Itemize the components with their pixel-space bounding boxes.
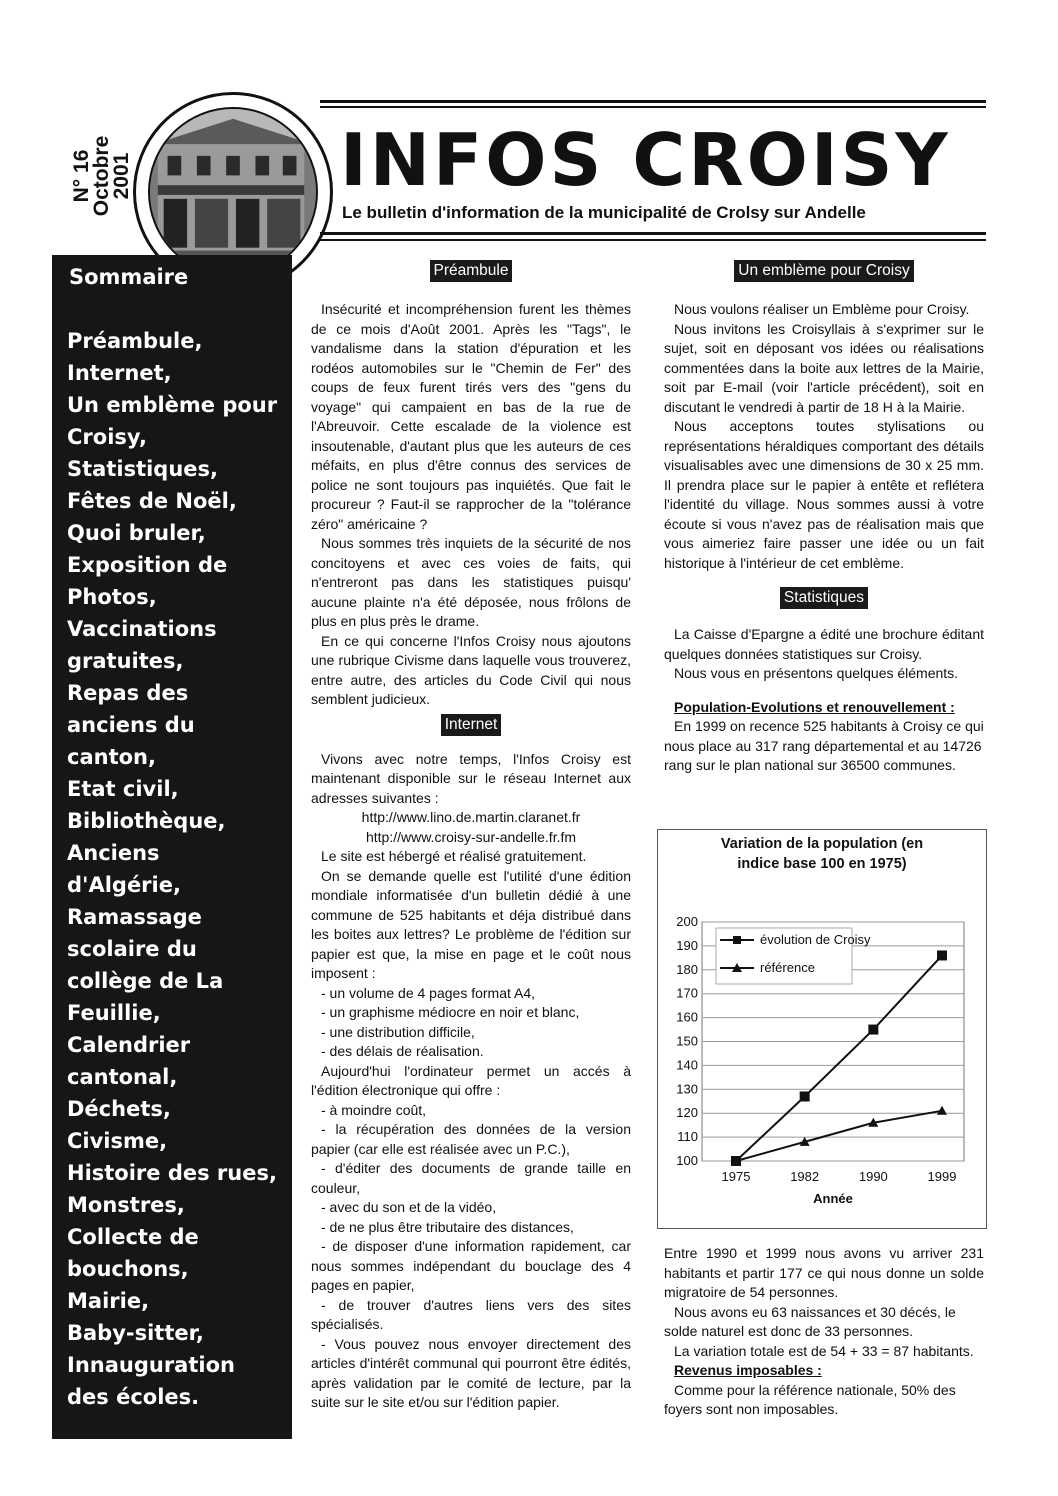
building-photo [148,107,318,277]
y-tick-label: 160 [676,1009,698,1025]
sommaire-item: Innauguration [67,1353,235,1377]
constraints-list [311,984,631,1062]
internet-url: http://www.lino.de.martin.claranet.fr [361,809,581,825]
embleme-paragraph: Nous acceptons toutes stylisations ou représentations héraldiques comportant des détails visualisables avec une dimensions de 30 x 25 mm. Il prendra place sur le papier à entête et reflétera l'identité du village. Nous sommes aussi à votre écoute si vous n'avez pas de réalisation mais que vous aimeriez faire passer une idée ou un fait historique à l'intérieur de cet emblème. [664,418,984,571]
benefits-list [311,1101,631,1413]
x-tick-label: 1982 [790,1169,820,1184]
sommaire-item: Ramassage [67,905,202,929]
sommaire-item: Déchets, [67,1097,171,1121]
internet-paragraph: Aujourd'hui l'ordinateur permet un accés à l'édition électronique qui offre : [311,1062,631,1098]
list-item: - un graphisme médiocre en noir et blanc, [321,1004,580,1020]
y-tick-label: 190 [676,937,698,953]
y-tick-label: 130 [676,1081,698,1097]
list-item: - Vous pouvez nous envoyer directement des articles d'intérêt communal qui pourront être édités, après validation par le comité de lecture, par la suite sur le site et/ou sur l'édition papier. [311,1335,631,1410]
stats-paragraph: Nous vous en présentons quelques éléments. [674,665,959,681]
sommaire-item: Vaccinations [67,617,217,641]
y-tick-label: 110 [677,1129,698,1145]
middle-column [311,260,631,1413]
sommaire-list [67,325,289,1413]
stats-paragraph: La Caisse d'Epargne a édité une brochure éditant quelques données statistiques sur Croisy. [664,626,984,662]
preambule-heading: Préambule [430,260,513,282]
sommaire-item: Civisme, [67,1129,168,1153]
list-item: - d'éditer des documents de grande taille en couleur, [311,1160,631,1196]
internet-url: http://www.croisy-sur-andelle.fr.fm [365,828,577,845]
preambule-paragraph: En ce qui concerne l'Infos Croisy nous ajoutons une rubrique Civisme dans laquelle vous trouverez, entre autre, des articles du Code Civil qui nous semblent judicieux. [311,632,631,707]
sommaire-item: Préambule, [67,329,203,353]
sommaire-item: Mairie, [67,1289,150,1313]
header-bottom-rule-2 [320,239,986,241]
population-subheading: Population-Evolutions et renouvellement : [674,698,955,715]
y-tick-label: 170 [676,985,698,1001]
sommaire-item: anciens du [67,713,195,737]
right-column [664,260,984,776]
chart-svg [658,830,986,1228]
sommaire-item: collège de La [67,969,224,993]
x-axis-label: Année [813,1191,853,1206]
sommaire-item: d'Algérie, [67,873,181,897]
preambule-paragraph: Nous sommes très inquiets de la sécurité de nos concitoyens et avec ces voies de faits, qui n'entreront pas dans les statistiques puisqu' aucune plainte n'a été déposée, nous frôlons de plus en plus près le drame. [311,535,631,629]
stats-paragraph: Comme pour la référence nationale, 50% des foyers sont non imposables. [664,1381,956,1417]
x-tick-label: 1999 [927,1169,957,1184]
sommaire-item: Photos, [67,585,157,609]
x-tick-label: 1990 [858,1169,888,1184]
sommaire-item: Fêtes de Noël, [67,489,237,513]
header-top-rule-2 [320,106,986,108]
internet-heading: Internet [441,714,502,736]
sommaire-item: Calendrier [67,1033,191,1057]
y-tick-label: 120 [676,1105,698,1121]
sommaire-item: Etat civil, [67,777,179,801]
data-point [868,1025,878,1035]
sommaire-item: des écoles. [67,1385,200,1409]
sommaire-item: Repas des [67,681,189,705]
sommaire-heading: Sommaire [69,265,189,289]
sommaire-item: Collecte de [67,1225,199,1249]
data-point [937,950,947,960]
sommaire-item: bouchons, [67,1257,189,1281]
stats-paragraph: En 1999 on recence 525 habitants à Croisy ce qui nous place au 317 rang départemental et au 14726 rang sur le plan national sur 36500 communes. [664,718,984,773]
header-top-rule [320,100,986,103]
embleme-paragraph: Nous invitons les Croisyllais à s'exprimer sur le sujet, soit en déposant vos idées ou réalisations commentées dans la boite aux lettres de la Mairie, soit par E-mail (voir l'article précédent), soit en discutant le vendredi à partir de 18 H à la Mairie. [664,320,984,415]
list-item: - des délais de réalisation. [321,1043,484,1059]
issue-month: Octobre [90,135,113,217]
legend-label: évolution de Croisy [760,932,871,947]
sommaire-item: Croisy, [67,425,147,449]
chart-title: Variation de la population (en indice base 100 en 1975) [720,836,924,872]
y-tick-label: 150 [676,1033,698,1049]
legend-label: référence [760,960,815,975]
legend-marker [733,936,741,944]
sommaire-item: Monstres, [67,1193,185,1217]
page-title: INFOS CROISY [340,118,951,202]
sommaire-item: gratuites, [67,649,184,673]
y-tick-label: 140 [676,1057,698,1073]
stats-paragraph: Nous avons eu 63 naissances et 30 décés, le solde naturel est donc de 33 personnes. [664,1303,956,1339]
y-tick-label: 100 [676,1153,698,1168]
preambule-paragraph: Insécurité et incompréhension furent les thèmes de ce mois d'Août 2001. Après les "Tags", le vandalisme dans la station d'épuration et les rodéos automobiles sur le "Chemin de Fer" des coups de feux furent tirés vers des "gens du voyage" qui campaient en bas de la rue de l'Abreuvoir. Cette escalade de la violence est insoutenable, d'autant plus que les auteurs de ces méfaits, en plus d'être connus des services de police ne sont toujours pas inquiétés. Que fait le procureur ? Faut-il se rapprocher de la "tolérance zéro" américaine ? [311,301,631,532]
y-tick-label: 200 [676,914,698,929]
sommaire-item: Baby-sitter, [67,1321,204,1345]
sommaire-item: Bibliothèque, [67,809,226,833]
sommaire-item: scolaire du [67,937,197,961]
sommaire-item: cantonal, [67,1065,178,1089]
sommaire-item: Quoi bruler, [67,521,206,545]
revenus-subheading: Revenus imposables : [674,1362,822,1378]
sommaire-item: Un emblème pour [67,393,278,417]
list-item: - à moindre coût, [321,1101,427,1118]
x-tick-label: 1975 [721,1169,751,1184]
internet-paragraph: On se demande quelle est l'utilité d'une édition mondiale informatisée d'un bulletin dédié à une commune de 525 habitants et déja distribué dans les boites aux lettres? Le problème de l'édition sur papier est que, la mise en page et le coût nous imposent : [311,867,631,981]
sommaire-item: Exposition de [67,553,228,577]
stats-paragraph: Entre 1990 et 1999 nous avons vu arriver 231 habitants et partir 177 ce qui nous donne un solde migratoire de 54 personnes. [664,1245,984,1300]
list-item: - de ne plus être tributaire des distances, [321,1218,574,1235]
list-item: - une distribution difficile, [321,1023,475,1040]
list-item: - un volume de 4 pages format A4, [321,984,536,1001]
page-subtitle: Le bulletin d'information de la municipalité de Crolsy sur Andelle [342,203,866,222]
sommaire-item: Feuillie, [67,1001,161,1025]
sommaire-item: Statistiques, [67,457,219,481]
data-point [800,1091,810,1101]
embleme-paragraph: Nous voulons réaliser un Emblème pour Croisy. [674,301,970,317]
stats-paragraph: La variation totale est de 54 + 33 = 87 habitants. [674,1342,974,1359]
issue-number: N° 16 [70,149,93,203]
list-item: - de disposer d'une information rapidement, car nous sommes indépendant du bouclage des 4 pages en papier, [311,1238,631,1293]
sommaire-item: canton, [67,745,156,769]
population-chart [657,829,987,1229]
list-item: - de trouver d'autres liens vers des sites spécialisés. [311,1296,631,1332]
right-column-bottom [664,1244,984,1420]
header-bottom-rule [320,232,986,235]
sommaire-item: Internet, [67,361,172,385]
list-item: - avec du son et de la vidéo, [321,1199,497,1215]
embleme-heading: Un emblème pour Croisy [734,260,913,282]
list-item: - la récupération des données de la version papier (car elle est réalisée avec un P.C.), [311,1121,631,1157]
issue-year: 2001 [110,152,133,200]
statistiques-heading: Statistiques [780,587,868,609]
y-tick-label: 180 [676,961,698,977]
internet-paragraph: Vivons avec notre temps, l'Infos Croisy est maintenant disponible sur le réseau Internet aux adresses suivantes : [311,750,631,806]
sommaire-item: Histoire des rues, [67,1161,277,1185]
sommaire-item: Anciens [67,841,160,865]
internet-paragraph: Le site est hébergé et réalisé gratuitement. [321,848,587,864]
sommaire-sidebar [52,255,292,1439]
